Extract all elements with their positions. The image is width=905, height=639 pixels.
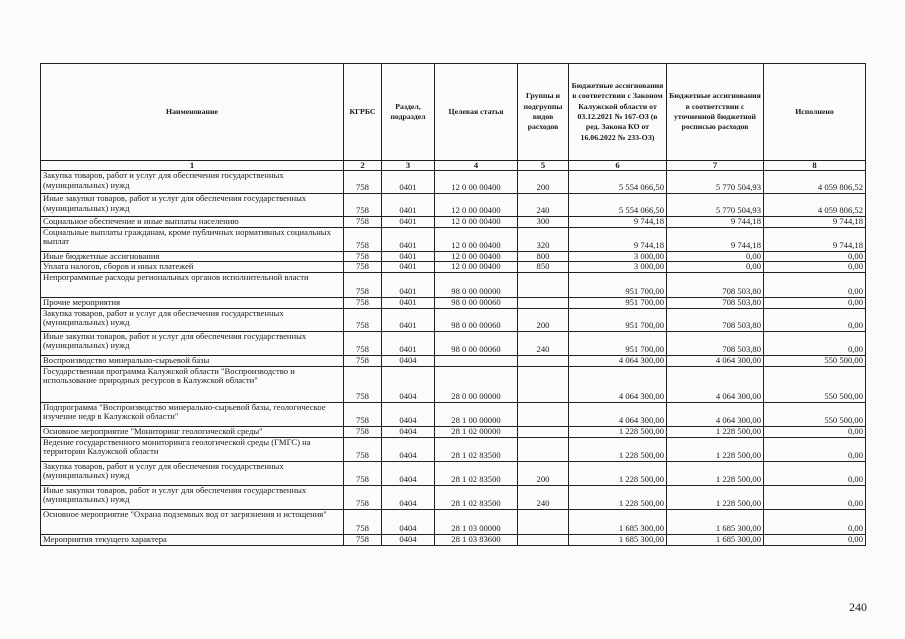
row-target: 98 0 00 00060: [435, 308, 518, 331]
budget-table: [40, 63, 866, 546]
row-name: Ведение государственного мониторинга геологической среды (ГМГС) на территории Калужской области: [41, 437, 344, 461]
row-kgrbs: 758: [344, 194, 382, 217]
row-refined-amount: 4 064 300,00: [667, 355, 764, 366]
row-kgrbs: 758: [344, 308, 382, 331]
table-row: [41, 171, 866, 194]
row-name: Иные закупки товаров, работ и услуг для обеспечения государственных (муниципальных) нужд: [41, 485, 344, 509]
column-number: 7: [667, 161, 764, 171]
column-number: 1: [41, 161, 344, 171]
row-law-amount: 1 685 300,00: [569, 509, 667, 534]
row-section: 0404: [382, 426, 435, 437]
row-target: 98 0 00 00060: [435, 331, 518, 355]
row-law-amount: 3 000,00: [569, 251, 667, 262]
row-group: [518, 366, 569, 402]
row-executed-amount: 9 744,18: [764, 217, 866, 228]
column-number: 6: [569, 161, 667, 171]
row-group: [518, 509, 569, 534]
row-group: 240: [518, 485, 569, 509]
row-group: 240: [518, 194, 569, 217]
row-kgrbs: 758: [344, 437, 382, 461]
row-kgrbs: 758: [344, 355, 382, 366]
table-row: [41, 272, 866, 297]
row-section: 0401: [382, 262, 435, 273]
row-target: 12 0 00 00400: [435, 217, 518, 228]
row-group: 240: [518, 331, 569, 355]
row-law-amount: 951 700,00: [569, 331, 667, 355]
row-target: 28 1 02 83500: [435, 461, 518, 485]
row-name: Уплата налогов, сборов и иных платежей: [41, 262, 344, 273]
row-name: Закупка товаров, работ и услуг для обеспечения государственных (муниципальных) нужд: [41, 461, 344, 485]
row-law-amount: 1 228 500,00: [569, 485, 667, 509]
row-kgrbs: 758: [344, 534, 382, 545]
row-executed-amount: 0,00: [764, 297, 866, 308]
row-section: 0401: [382, 272, 435, 297]
row-name: Прочие мероприятия: [41, 297, 344, 308]
row-refined-amount: 4 064 300,00: [667, 402, 764, 426]
row-refined-amount: 4 064 300,00: [667, 366, 764, 402]
row-target: 12 0 00 00400: [435, 251, 518, 262]
row-target: 28 1 02 00000: [435, 426, 518, 437]
table-row: [41, 217, 866, 228]
column-number: 2: [344, 161, 382, 171]
row-refined-amount: 708 503,80: [667, 331, 764, 355]
row-section: 0401: [382, 217, 435, 228]
row-refined-amount: 5 770 504,93: [667, 171, 764, 194]
row-kgrbs: 758: [344, 262, 382, 273]
row-kgrbs: 758: [344, 217, 382, 228]
row-law-amount: 5 554 066,50: [569, 171, 667, 194]
header-groups: Группы и подгруппы видов расходов: [518, 64, 569, 161]
row-group: 850: [518, 262, 569, 273]
row-target: 28 1 03 83600: [435, 534, 518, 545]
header-section: Раздел, подраздел: [382, 64, 435, 161]
row-law-amount: 1 228 500,00: [569, 461, 667, 485]
row-group: 200: [518, 171, 569, 194]
row-target: 98 0 00 00000: [435, 272, 518, 297]
row-executed-amount: 0,00: [764, 461, 866, 485]
row-executed-amount: 0,00: [764, 485, 866, 509]
table-row: [41, 331, 866, 355]
header-executed: Исполнено: [764, 64, 866, 161]
table-row: [41, 426, 866, 437]
column-number: 4: [435, 161, 518, 171]
row-refined-amount: 9 744,18: [667, 227, 764, 251]
row-law-amount: 9 744,18: [569, 227, 667, 251]
row-executed-amount: 550 500,00: [764, 366, 866, 402]
row-name: Иные бюджетные ассигнования: [41, 251, 344, 262]
row-refined-amount: 0,00: [667, 262, 764, 273]
table-row: [41, 355, 866, 366]
row-target: 12 0 00 00400: [435, 194, 518, 217]
row-target: 28 1 00 00000: [435, 402, 518, 426]
row-section: 0404: [382, 355, 435, 366]
table-row: [41, 227, 866, 251]
table-row: [41, 194, 866, 217]
row-section: 0401: [382, 194, 435, 217]
row-group: [518, 534, 569, 545]
row-refined-amount: 0,00: [667, 251, 764, 262]
row-name: Иные закупки товаров, работ и услуг для обеспечения государственных (муниципальных) нужд: [41, 331, 344, 355]
row-law-amount: 951 700,00: [569, 308, 667, 331]
column-number: 8: [764, 161, 866, 171]
header-name: Наименование: [41, 64, 344, 161]
row-group: 200: [518, 308, 569, 331]
row-refined-amount: 1 228 500,00: [667, 461, 764, 485]
row-kgrbs: 758: [344, 227, 382, 251]
row-name: Воспроизводство минерально-сырьевой базы: [41, 355, 344, 366]
row-refined-amount: 1 228 500,00: [667, 437, 764, 461]
row-executed-amount: 0,00: [764, 426, 866, 437]
row-group: [518, 402, 569, 426]
row-refined-amount: 1 685 300,00: [667, 509, 764, 534]
row-name: Социальные выплаты гражданам, кроме публичных нормативных социальных выплат: [41, 227, 344, 251]
row-refined-amount: 1 685 300,00: [667, 534, 764, 545]
row-group: 200: [518, 461, 569, 485]
row-refined-amount: 708 503,80: [667, 297, 764, 308]
table-row: [41, 534, 866, 545]
budget-page: [40, 63, 865, 546]
row-kgrbs: 758: [344, 461, 382, 485]
row-target: 98 0 00 00060: [435, 297, 518, 308]
row-law-amount: 4 064 300,00: [569, 355, 667, 366]
row-refined-amount: 1 228 500,00: [667, 426, 764, 437]
row-law-amount: 1 228 500,00: [569, 426, 667, 437]
row-law-amount: 951 700,00: [569, 297, 667, 308]
row-name: Государственная программа Калужской области "Воспроизводство и использование природных ресурсов в Калужской области": [41, 366, 344, 402]
header-law-budget: Бюджетные ассигнования в соответствии с Законом Калужской области от 03.12.2021 № 167-ОЗ (в ред. Закона КО от 16.06.2022 № 233-ОЗ): [569, 64, 667, 161]
column-number-row: [41, 161, 866, 171]
row-name: Подпрограмма "Воспроизводство минерально-сырьевой базы, геологическое изучение недр в Калужской области": [41, 402, 344, 426]
row-law-amount: 951 700,00: [569, 272, 667, 297]
row-target: 12 0 00 00400: [435, 171, 518, 194]
row-section: 0401: [382, 297, 435, 308]
row-section: 0401: [382, 171, 435, 194]
row-group: 320: [518, 227, 569, 251]
row-executed-amount: 4 059 806,52: [764, 171, 866, 194]
row-kgrbs: 758: [344, 331, 382, 355]
row-group: [518, 437, 569, 461]
row-section: 0401: [382, 251, 435, 262]
row-name: Иные закупки товаров, работ и услуг для обеспечения государственных (муниципальных) нужд: [41, 194, 344, 217]
row-name: Мероприятия текущего характера: [41, 534, 344, 545]
row-law-amount: 1 228 500,00: [569, 437, 667, 461]
row-target: 28 0 00 00000: [435, 366, 518, 402]
table-row: [41, 437, 866, 461]
row-kgrbs: 758: [344, 251, 382, 262]
row-name: Социальное обеспечение и иные выплаты населению: [41, 217, 344, 228]
row-law-amount: 3 000,00: [569, 262, 667, 273]
row-section: 0401: [382, 308, 435, 331]
row-refined-amount: 5 770 504,93: [667, 194, 764, 217]
row-executed-amount: 0,00: [764, 331, 866, 355]
row-section: 0404: [382, 485, 435, 509]
table-body: [41, 171, 866, 546]
row-section: 0404: [382, 461, 435, 485]
row-kgrbs: 758: [344, 402, 382, 426]
table-row: [41, 509, 866, 534]
row-law-amount: 4 064 300,00: [569, 402, 667, 426]
row-kgrbs: 758: [344, 366, 382, 402]
row-section: 0404: [382, 402, 435, 426]
header-row: [41, 64, 866, 161]
row-group: [518, 272, 569, 297]
table-row: [41, 366, 866, 402]
row-executed-amount: 0,00: [764, 272, 866, 297]
row-target: 12 0 00 00400: [435, 227, 518, 251]
row-group: [518, 297, 569, 308]
row-executed-amount: 0,00: [764, 251, 866, 262]
row-group: [518, 426, 569, 437]
row-section: 0401: [382, 331, 435, 355]
row-target: 28 1 02 83500: [435, 485, 518, 509]
row-executed-amount: 0,00: [764, 308, 866, 331]
row-target: 12 0 00 00400: [435, 262, 518, 273]
header-target: Целевая статья: [435, 64, 518, 161]
table-row: [41, 402, 866, 426]
page-number: 240: [849, 600, 867, 614]
row-refined-amount: 1 228 500,00: [667, 485, 764, 509]
row-name: Непрограммные расходы региональных органов исполнительной власти: [41, 272, 344, 297]
row-law-amount: 1 685 300,00: [569, 534, 667, 545]
row-kgrbs: 758: [344, 272, 382, 297]
row-name: Закупка товаров, работ и услуг для обеспечения государственных (муниципальных) нужд: [41, 171, 344, 194]
column-number: 3: [382, 161, 435, 171]
header-refined-budget: Бюджетные ассигнования в соответствии с уточненной бюджетной росписью расходов: [667, 64, 764, 161]
column-number: 5: [518, 161, 569, 171]
table-row: [41, 262, 866, 273]
row-executed-amount: 9 744,18: [764, 227, 866, 251]
row-section: 0404: [382, 509, 435, 534]
row-kgrbs: 758: [344, 485, 382, 509]
row-group: [518, 355, 569, 366]
row-executed-amount: 0,00: [764, 534, 866, 545]
row-group: 800: [518, 251, 569, 262]
row-section: 0404: [382, 534, 435, 545]
row-executed-amount: 550 500,00: [764, 402, 866, 426]
table-row: [41, 308, 866, 331]
row-executed-amount: 4 059 806,52: [764, 194, 866, 217]
row-section: 0401: [382, 227, 435, 251]
row-refined-amount: 9 744,18: [667, 217, 764, 228]
row-executed-amount: 0,00: [764, 262, 866, 273]
row-name: Основное мероприятие "Охрана подземных вод от загрязнения и истощения": [41, 509, 344, 534]
row-kgrbs: 758: [344, 171, 382, 194]
row-law-amount: 9 744,18: [569, 217, 667, 228]
header-kgrbs: КГРБС: [344, 64, 382, 161]
row-law-amount: 5 554 066,50: [569, 194, 667, 217]
row-group: 300: [518, 217, 569, 228]
row-kgrbs: 758: [344, 297, 382, 308]
row-executed-amount: 0,00: [764, 437, 866, 461]
row-target: 28 1 03 00000: [435, 509, 518, 534]
table-row: [41, 297, 866, 308]
row-executed-amount: 550 500,00: [764, 355, 866, 366]
table-row: [41, 251, 866, 262]
row-target: [435, 355, 518, 366]
row-executed-amount: 0,00: [764, 509, 866, 534]
row-section: 0404: [382, 437, 435, 461]
table-row: [41, 485, 866, 509]
row-kgrbs: 758: [344, 426, 382, 437]
row-section: 0404: [382, 366, 435, 402]
row-refined-amount: 708 503,80: [667, 272, 764, 297]
row-target: 28 1 02 83500: [435, 437, 518, 461]
table-row: [41, 461, 866, 485]
row-name: Закупка товаров, работ и услуг для обеспечения государственных (муниципальных) нужд: [41, 308, 344, 331]
row-name: Основное мероприятие "Мониторинг геологической среды": [41, 426, 344, 437]
row-law-amount: 4 064 300,00: [569, 366, 667, 402]
row-kgrbs: 758: [344, 509, 382, 534]
row-refined-amount: 708 503,80: [667, 308, 764, 331]
